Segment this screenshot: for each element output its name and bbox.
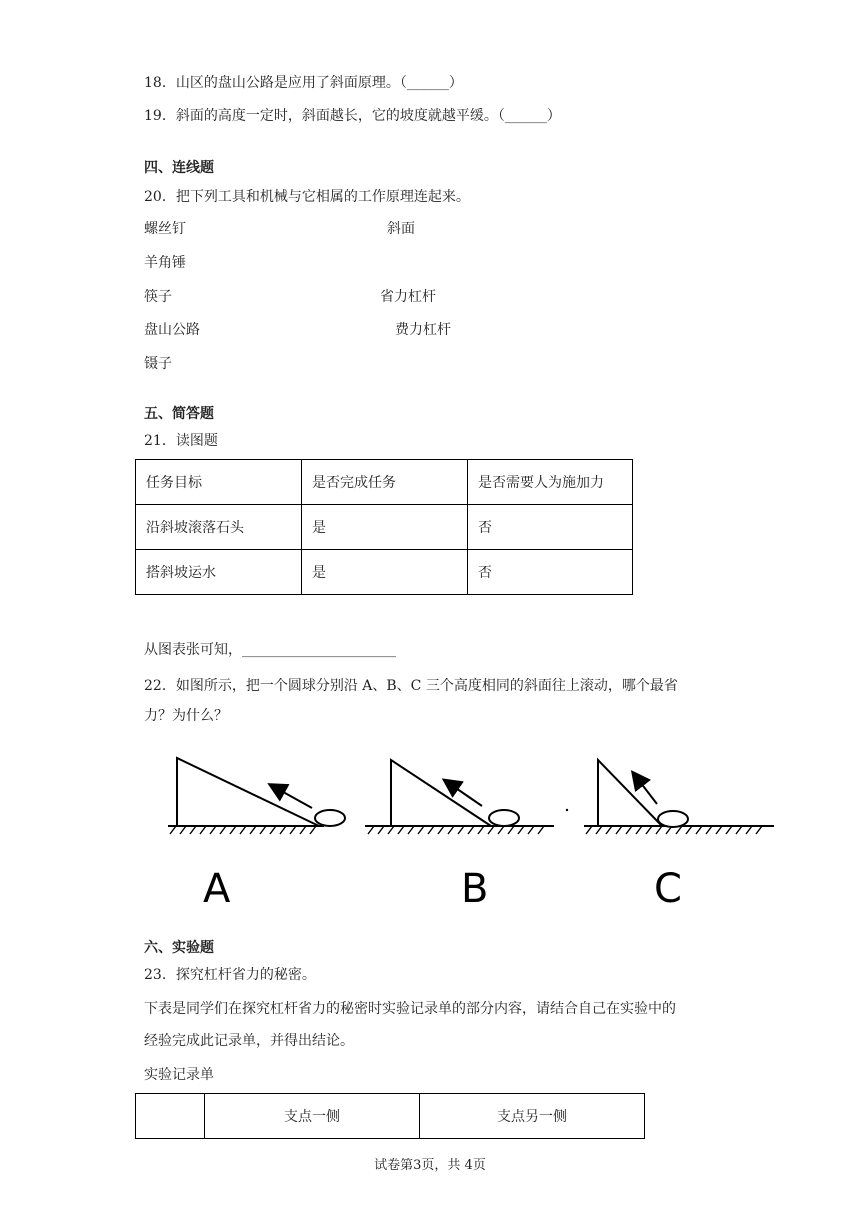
q20-left-item: 镊子 bbox=[144, 356, 172, 372]
section4-title: 四、连线题 bbox=[144, 160, 214, 176]
q20-left-item: 盘山公路 bbox=[144, 322, 200, 338]
incline-b bbox=[365, 760, 554, 834]
q21-table bbox=[135, 459, 633, 595]
table-cell: 否 bbox=[468, 505, 633, 550]
q23-prompt: 23．探究杠杆省力的秘密。 bbox=[144, 967, 316, 983]
table-cell: 沿斜坡滚落石头 bbox=[136, 505, 302, 550]
page-footer: 试卷第3页，共 4页 bbox=[374, 1158, 486, 1173]
q19-text: 19．斜面的高度一定时，斜面越长，它的坡度就越平缓。（______） bbox=[144, 108, 561, 124]
q20-right-item: 费力杠杆 bbox=[395, 322, 451, 338]
q22-line1: 22．如图所示，把一个圆球分别沿 A、B、C 三个高度相同的斜面往上滚动，哪个最省 bbox=[144, 678, 678, 694]
q20-left-item: 螺丝钉 bbox=[144, 221, 186, 237]
q21-fill-line: 从图表张可知，______________________ bbox=[144, 642, 396, 658]
q20-left-item: 羊角锤 bbox=[144, 255, 186, 271]
q23-table-title: 实验记录单 bbox=[144, 1067, 214, 1083]
table-header-cell: 是否需要人为施加力 bbox=[468, 460, 633, 505]
table-row bbox=[136, 1094, 645, 1139]
table-header-cell bbox=[136, 1094, 205, 1139]
label-b: B bbox=[461, 866, 489, 912]
q20-left-item: 筷子 bbox=[144, 289, 172, 305]
q18-text: 18．山区的盘山公路是应用了斜面原理。（______） bbox=[144, 75, 463, 91]
table-cell: 搭斜坡运水 bbox=[136, 550, 302, 595]
incline-a bbox=[168, 758, 345, 834]
label-c: C bbox=[654, 866, 682, 912]
table-row bbox=[136, 460, 633, 505]
table-header-cell: 是否完成任务 bbox=[302, 460, 468, 505]
table-cell: 否 bbox=[468, 550, 633, 595]
table-row bbox=[136, 550, 633, 595]
table-cell: 是 bbox=[302, 505, 468, 550]
table-header-cell: 支点另一侧 bbox=[420, 1094, 645, 1139]
table-row bbox=[136, 505, 633, 550]
q20-prompt: 20．把下列工具和机械与它相属的工作原理连起来。 bbox=[144, 189, 470, 205]
q22-line2: 力？为什么？ bbox=[144, 708, 228, 724]
q20-right-item: 省力杠杆 bbox=[380, 289, 436, 305]
q20-right-item: 斜面 bbox=[387, 221, 415, 237]
q23-record-table bbox=[135, 1093, 645, 1139]
q21-prompt: 21．读图题 bbox=[144, 433, 218, 449]
inclined-plane-figure bbox=[144, 738, 790, 913]
table-header-cell: 任务目标 bbox=[136, 460, 302, 505]
q23-desc-line2: 经验完成此记录单，并得出结论。 bbox=[144, 1033, 354, 1049]
table-cell: 是 bbox=[302, 550, 468, 595]
incline-c bbox=[584, 760, 774, 834]
q23-desc-line1: 下表是同学们在探究杠杆省力的秘密时实验记录单的部分内容，请结合自己在实验中的 bbox=[144, 1001, 676, 1017]
stray-dot bbox=[566, 809, 568, 811]
label-a: A bbox=[203, 866, 231, 912]
section5-title: 五、简答题 bbox=[144, 406, 214, 422]
table-header-cell: 支点一侧 bbox=[205, 1094, 420, 1139]
section6-title: 六、实验题 bbox=[144, 940, 214, 956]
